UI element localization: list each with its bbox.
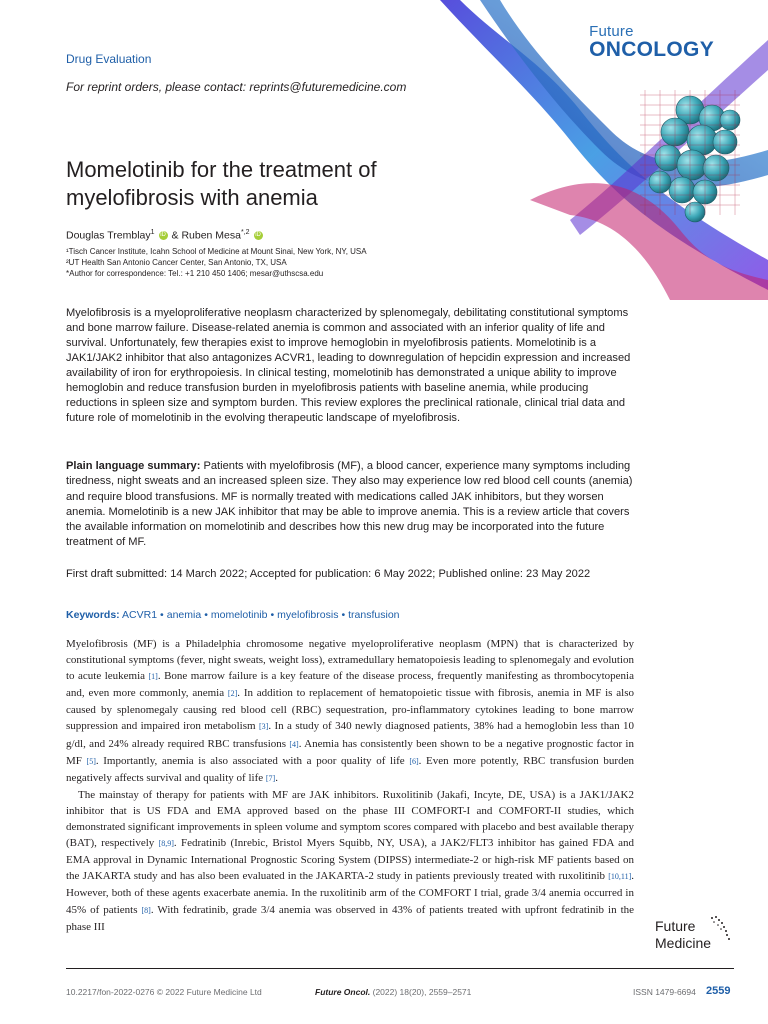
footer-rule (66, 968, 734, 969)
keyword-separator: • (270, 609, 275, 621)
abstract: Myelofibrosis is a myeloproliferative neoplasm characterized by splenomegaly, debilitating constitutional symptoms and bone marrow failure. Disease-related anemia is common and associated with an inferior quality of life and survival. Unfortunately, few therapies exist to improve hemoglobin in myelofibrosis patients. Momelotinib is a JAK1/JAK2 inhibitor that also antagonizes ACVR1, leading to downregulation of hepcidin expression and increased availability of iron for erythropoiesis. In clinical testing, momelotinib has demonstrated a unique ability to improve hemoglobin and reduce transfusion burden in myelofibrosis patients with baseline anemia, while producing reductions in spleen size and symptom burden. This review explores the preclinical rationale, clinical trial data and future role of momelotinib in the evolving therapeutic landscape of myelofibrosis. (66, 307, 631, 424)
publisher-logo-line1: Future (655, 918, 696, 934)
body-text (66, 636, 634, 935)
publisher-logo (655, 918, 711, 952)
body-paragraph-1: Myelofibrosis (MF) is a Philadelphia chromosome negative myeloproliferative neoplasm (MPN) that is characterized by constitutional symptoms (fever, night sweats, weight loss), extramedullary hematopoiesis leading to splenomegaly and evolution to acute leukemia [1]. Bone marrow failure is a key feature of the disease process, frequently manifesting as thrombocytopenia and, even more commonly, anemia [2]. In addition to replacement of hematopoietic tissue with fibrosis, anemia in MF is also caused by splenomegaly causing red blood cell (RBC) sequestration, pro-inflammatory cytokines leading to bone marrow suppression and impaired iron metabolism [3]. In a study of 340 newly diagnosed patients, 38% had a hemoglobin less than 10 g/dl, and 24% already required RBC transfusions [4]. Anemia has consistently been shown to be a negative prognostic factor in MF [5]. Importantly, anemia is also associated with a poor quality of life [6]. Even more potently, RBC transfusion burden negatively affects survival and quality of life [7]. (66, 638, 634, 784)
keyword-separator: • (160, 609, 164, 621)
section-label: Drug Evaluation (66, 52, 152, 66)
author-1[interactable]: Douglas Tremblay$^1$ (66, 229, 155, 242)
citation-ref[interactable]: [6] (409, 756, 419, 766)
citation-ref[interactable]: [2] (227, 689, 238, 699)
publisher-logo-dots-icon (708, 914, 732, 944)
footer-citation: Future Oncol. (2022) 18(20), 2559–2571 (315, 987, 472, 997)
summary-text: Patients with myelofibrosis (MF), a blood cancer, experience many symptoms including tiredness, night sweats and an increased spleen size. They also may experience low red blood cell counts (anemia) and require blood transfusions. MF is normally treated with medications called JAK inhibitors, but they worsen anemia. Momelotinib is a new JAK inhibitor that may be able to improve anemia. This is a review article that covers the available information on momelotinib and describes how this new drug may be incorporated into the future treatment of MF. (66, 460, 633, 549)
keyword[interactable]: anemia (166, 609, 202, 621)
keyword[interactable]: transfusion (348, 609, 400, 621)
keyword-separator: • (204, 609, 208, 621)
citation-ref[interactable]: [1] (148, 672, 158, 682)
keyword-separator: • (341, 609, 346, 621)
journal-logo (589, 24, 714, 61)
reprint-notice: For reprint orders, please contact: reprints@futuremedicine.com (66, 80, 407, 94)
orcid-icon[interactable]: iD (255, 231, 261, 238)
citation-ref[interactable]: [4] (289, 739, 299, 749)
keyword[interactable]: ACVR1 (122, 609, 158, 621)
orcid-icon[interactable]: iD (160, 231, 166, 238)
footer-journal: Future Oncol. (315, 987, 371, 997)
journal-name: ONCOLOGY (589, 38, 714, 61)
citation-ref[interactable]: [7] (265, 773, 276, 783)
author-2[interactable]: & Ruben Mesa$^{*,2}$ (171, 229, 250, 242)
citation-ref[interactable]: [8] (141, 905, 151, 915)
keywords (66, 609, 400, 621)
publication-dates: First draft submitted: 14 March 2022; Accepted for publication: 6 May 2022; Published online: 23 May 2022 (66, 568, 591, 580)
affiliations (66, 246, 367, 279)
article-title: Momelotinib for the treatment of myelofibrosis with anemia (66, 157, 377, 210)
affiliation-2: ²UT Health San Antonio Cancer Center, San Antonio, TX, USA (66, 258, 287, 267)
citation-ref[interactable]: [3] (258, 722, 269, 732)
correspondence: *Author for correspondence: Tel.: +1 210 450 1406; mesar@uthscsa.edu (66, 269, 324, 278)
citation-ref[interactable]: [10,11] (608, 872, 632, 882)
publisher-logo-line2: Medicine (655, 935, 712, 951)
footer-issn: ISSN 1479-6694 (633, 987, 696, 997)
body-paragraph-2: The mainstay of therapy for patients with MF are JAK inhibitors. Ruxolitinib (Jakafi, Incyte, DE, USA) is a JAK1/JAK2 inhibitor that is US FDA and EMA approved based on the phase III COMFORT-I and COMFORT-II studies, which demonstrated significant improvements in spleen volume and symptom scores compared with placebo and best available therapy (BAT), respectively [8,9]. Fedratinib (Inrebic, Bristol Myers Squibb, NY, USA), a JAK2/FLT3 inhibitor has gained FDA and EMA approval in Dynamic International Prognostic Scoring System (DIPSS) intermediate-2 or high-risk MF patients based on the JAKARTA study and has also been evaluated in the JAKARTA-2 study in patients previously treated with ruxolitinib [10,11]. However, both of these agents exacerbate anemia. In the ruxolitinib arm of the COMFORT I trial, grade 3/4 anemia occurred in 45% of patients [8]. With fedratinib, grade 3/4 anemia was observed in 43% of patients treated with upfront fedratinib in the phase III (66, 788, 635, 933)
summary-label: Plain language summary: (66, 460, 201, 472)
citation-ref[interactable]: [8,9] (158, 839, 174, 849)
keyword[interactable]: momelotinib (210, 609, 268, 621)
page-number: 2559 (706, 985, 731, 997)
citation-ref[interactable]: [5] (86, 756, 96, 766)
author-line (66, 229, 263, 242)
affiliation-1: ¹Tisch Cancer Institute, Icahn School of Medicine at Mount Sinai, New York, NY, USA (66, 247, 367, 256)
keywords-label: Keywords: (66, 609, 120, 621)
plain-language-summary (66, 459, 636, 551)
journal-prefix: Future (589, 23, 634, 40)
footer-doi: 10.2217/fon-2022-0276 © 2022 Future Medicine Ltd (66, 987, 262, 997)
keyword[interactable]: myelofibrosis (277, 609, 339, 621)
